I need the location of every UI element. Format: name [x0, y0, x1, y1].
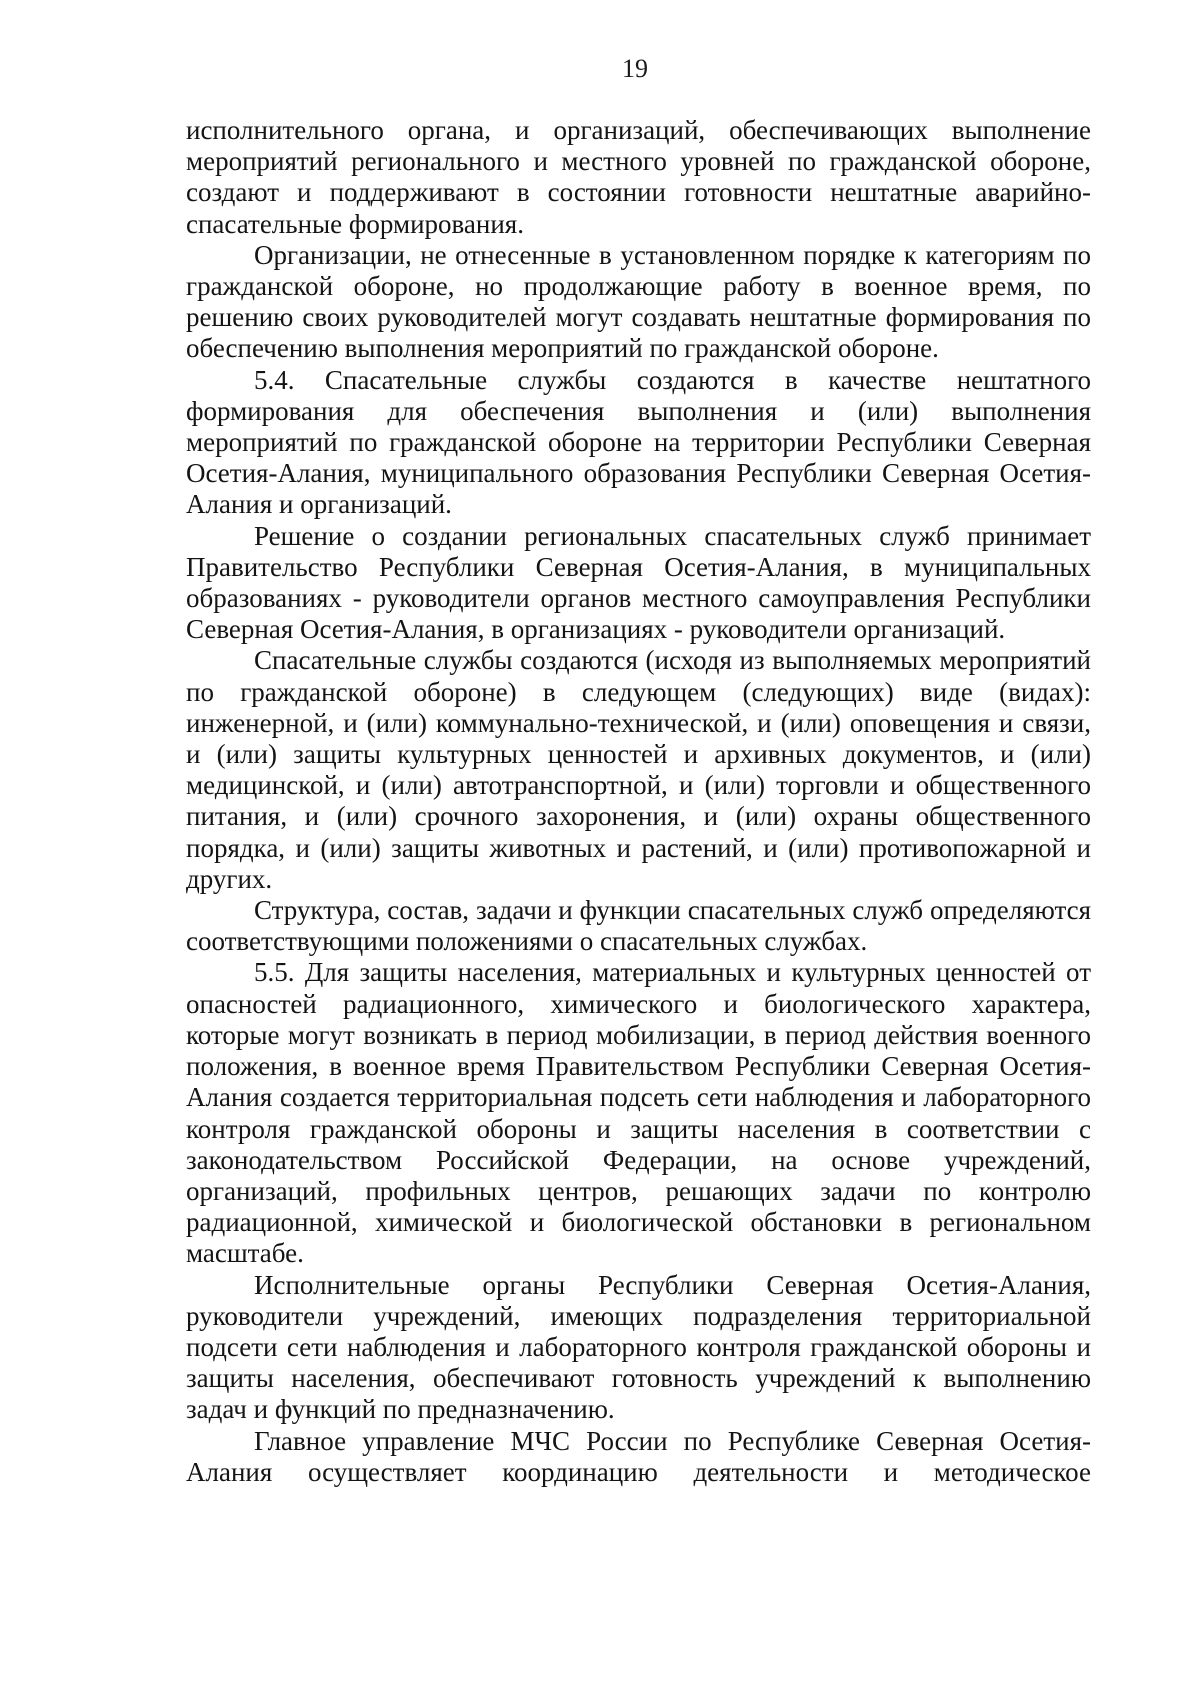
paragraph: 5.5. Для защиты населения, материальных и культурных ценностей от опасностей радиационного, химического и биологического характера, которые могут возникать в период мобилизации, в период действия военного положения, в военное время Правительством Республики Северная Осетия-Алания создается территориальная подсеть сети наблюдения и лабораторного контроля гражданской обороны и защиты населения в соответствии с законодательством Российской Федерации, на основе учреждений, организаций, профильных центров, решающих задачи по контролю радиационной, химической и биологической обстановки в региональном масштабе.: [186, 957, 1091, 1269]
paragraph: Структура, состав, задачи и функции спасательных служб определяются соответствующими положениями о спасательных службах.: [186, 895, 1091, 957]
document-body: [186, 115, 1091, 1488]
paragraph: Организации, не отнесенные в установленном порядке к категориям по гражданской обороне, но продолжающие работу в военное время, по решению своих руководителей могут создавать нештатные формирования по обеспечению выполнения мероприятий по гражданской обороне.: [186, 239, 1091, 364]
paragraph: исполнительного органа, и организаций, обеспечивающих выполнение мероприятий регионального и местного уровней по гражданской обороне, создают и поддерживают в состоянии готовности нештатные аварийно-спасательные формирования.: [186, 115, 1091, 239]
paragraph: Исполнительные органы Республики Северная Осетия-Алания, руководители учреждений, имеющих подразделения территориальной подсети сети наблюдения и лабораторного контроля гражданской обороны и защиты населения, обеспечивают готовность учреждений к выполнению задач и функций по предназначению.: [186, 1269, 1091, 1425]
paragraph: Решение о создании региональных спасательных служб принимает Правительство Республики Северная Осетия-Алания, в муниципальных образованиях - руководители органов местного самоуправления Республики Северная Осетия-Алания, в организациях - руководители организаций.: [186, 520, 1091, 645]
paragraph: Спасательные службы создаются (исходя из выполняемых мероприятий по гражданской обороне) в следующем (следующих) виде (видах): инженерной, и (или) коммунально-технической, и (или) оповещения и связи, и (или) защиты культурных ценностей и архивных документов, и (или) медицинской, и (или) автотранспортной, и (или) торговли и общественного питания, и (или) срочного захоронения, и (или) охраны общественного порядка, и (или) защиты животных и растений, и (или) противопожарной и других.: [186, 645, 1091, 894]
paragraph: Главное управление МЧС России по Республике Северная Осетия-Алания осуществляет координацию деятельности и методическое: [186, 1425, 1091, 1487]
page-number: 19: [622, 54, 648, 83]
paragraph: 5.4. Спасательные службы создаются в качестве нештатного формирования для обеспечения выполнения и (или) выполнения мероприятий по гражданской обороне на территории Республики Северная Осетия-Алания, муниципального образования Республики Северная Осетия-Алания и организаций.: [186, 364, 1091, 520]
